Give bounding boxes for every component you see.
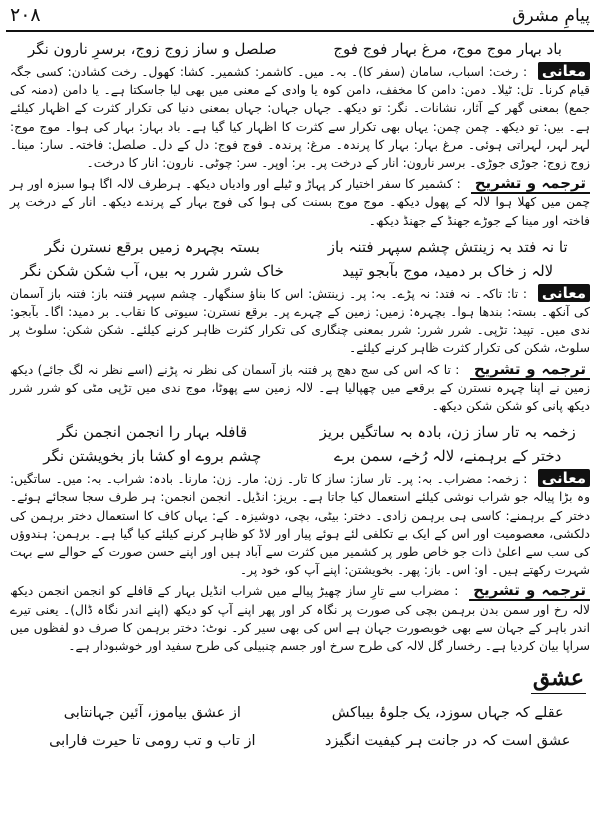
hemistich: از تاب و تب رومی تا حیرت فارابی (49, 733, 256, 750)
meanings-label: معانی (538, 284, 590, 302)
verse-line (16, 38, 584, 60)
verse-block-final (16, 700, 584, 754)
meanings-section-2 (10, 284, 590, 358)
page-body (6, 38, 594, 754)
translation-section-3 (10, 581, 590, 655)
hemistich: دختر کے برہمنے، لالہ رُخے، سمن برے (334, 447, 562, 466)
hemistich: لالہ ز خاک بر دمید، موج بآبجو تپید (342, 261, 554, 280)
hemistich: خاک شرر شرر بہ بیں، آب شکن شکن نگر (20, 261, 284, 280)
translation-text: : مضراب سے تارِ ساز چھیڑ پیالے میں شراب انڈیل بہار کے قافلے کو انجمن انجمن دیکھ لالہ رخ اور سمن بدن برہمن بچی کی صورت پر نگاہ کر اور پھر اپنے آپ کو دیکھ (اپنے اندر نگاہ ڈال)۔ یعنی تیرے اندر باہر کے جہان سے بھی خوبصورت جہان ہے اس کی بھی سیر کر۔ نوٹ: دختر برہمن کا صرف دو لفظوں میں سراپا بیان کردیا ہے۔ رخسار گل لالہ کی طرح سرخ اور جسم چنبیلی کی طرح سفید اور خوشبودار ہے۔ (10, 584, 590, 654)
section-heading: عشق (531, 665, 586, 694)
meanings-text: : زخمہ: مضراب۔ بہ: پر۔ تار ساز: ساز کا تار۔ زن: مار۔ زن: مارنا۔ بادہ: شراب۔ بہ: میں۔ ساتگیں: وہ بڑا پیالہ جو شراب نوشی کیلئے استعمال کیا جاتا ہے۔ بریز: انڈیل۔ انجمن انجمن: ہر طرف سجا سجائے ہوئے۔ دختر کے برہمنے: کاسی ہی برہمن زادی۔ دختر: بیٹی، بچی، دوشیزہ۔ کے: یہاں کاف کا استعمال دختر برہمن کی دلکشی، معصومیت اور اس کے ایک بے تکلفی لئے ہوئے پیار اور لاڈ کو ظاہر کرنے کیلئے کیا گیا ہے۔ برہمن: ہندوؤں کی سب سے اعلیٰ ذات جو خاص طور پر کشمیر میں کثرت سے آباد ہیں اور اپنے حسن صورت کے حوالے سے بہت شہرت رکھتے ہیں۔ او: اس۔ باز: پھر۔ بخویشتن: اپنے آپ کو، خود پر۔ (10, 472, 590, 578)
meanings-label: معانی (538, 62, 590, 80)
verse-block-2 (16, 236, 584, 282)
hemistich: تا نہ فتد بہ زینتش چشم سپہر فتنہ باز (327, 237, 568, 256)
verse-line (16, 421, 584, 443)
page-header (6, 4, 594, 32)
hemistich: بستہ بچہرہ زمیں برقع نسترن نگر (44, 237, 260, 256)
translation-label: ترجمہ و تشریح (470, 360, 590, 380)
hemistich: عقلے کہ جہاں سوزد، یک جلوۂ بیباکش (331, 705, 564, 722)
verse-block-3 (16, 421, 584, 467)
page (6, 4, 594, 827)
verse-block-1 (16, 38, 584, 60)
verse-line (16, 260, 584, 282)
hemistich: زخمہ بہ تار ساز زن، بادہ بہ ساتگیں بریز (319, 423, 576, 442)
hemistich: باد بہار موج موج، مرغ بہار فوج فوج (333, 40, 562, 58)
translation-text: : تا کہ اس کی سج دھج پر فتنہ باز آسمان کی نظر نہ پڑنے (اسے نظر نہ لگ جائے) دیکھ زمین نے اپنا چہرہ نسترن کے برقعے میں چھپالیا ہے۔ لالہ زمین سے پھوٹا، موج ندی میں تڑپی مٹی کو شرر شرر دیکھ پانی کو شکن شکن دیکھ۔ (10, 362, 590, 414)
book-title: پیامِ مشرق (512, 6, 590, 26)
verse-line (16, 445, 584, 467)
page-number: ۲۰۸ (10, 4, 41, 26)
hemistich: عشق است کہ در جانت ہر کیفیت انگیزد (324, 733, 571, 750)
translation-section-1 (10, 174, 590, 230)
hemistich: قافلہ بہار را انجمن انجمن نگر (57, 423, 248, 442)
hemistich: چشم بروے او کشا باز بخویشتن نگر (43, 447, 262, 466)
verse-line (16, 236, 584, 258)
meanings-label: معانی (538, 469, 590, 487)
verse-line (16, 728, 584, 754)
hemistich: صلصل و ساز زوج زوج، برسرِ نارون نگر (28, 40, 277, 58)
meanings-text: : تا: تاکہ۔ نہ فتد: نہ پڑے۔ بہ: پر۔ زینتش: اس کا بناؤ سنگھار۔ چشم سپہر فتنہ باز: فتنہ باز آسمان کی آنکھ۔ بستہ: بندھا ہوا۔ بچہرہ: زمیں: زمین کے چہرے پر۔ برقع نسترن: سیوتی کا نقاب۔ بر دمید: اگا۔ بآبجو: ندی میں۔ تپید: تڑپی۔ شرر شرر: شرر بمعنی چنگاری کی تکرار کثرت ظاہر کرنے کیلئے۔ شکن شکن: سلوٹ پر سلوٹ، شکن کی تکرار کثرت ظاہر کرنے کیلئے۔ (10, 286, 590, 356)
verse-line (16, 700, 584, 726)
meanings-text: : رخت: اسباب، سامان (سفر کا)۔ بہ۔ میں۔ کاشمر: کشمیر۔ کشا: کھول۔ رخت کشادن: کسی جگہ قیام کرنا۔ تل: ٹیلا۔ دمن: دامن کا مخفف، دامن کوہ یا وادی کے معنی میں بھی لیا جاسکتا ہے۔ یا دامن (دمنہ کی جمع) بمعنی گھر کے آثار، نشانات۔ نگر: تو دیکھ۔ جہاں جہاں: جہاں بمعنی دنیا کی تکرار کثرت کے اظہار کیلئے ہے۔ بیں: تو دیکھ۔ چمن چمن: یہاں بھی تکرار سے کثرت کا اظہار کیا گیا ہے۔ باد بہار: بہار کی ہوا۔ موج موج: لہر لہر، لہراتی ہوئی۔ مرغ بہار: بہار کا پرندہ۔ مرغ: پرندہ۔ فوج فوج: دل کے دل۔ صلصل: فاختہ۔ سار: مینا۔ زوج زوج: جوڑی جوڑی۔ برسر نارون: انار کے درخت پر۔ بر: اوپر۔ سر: چوٹی۔ نارون: انار کا درخت۔ (10, 65, 590, 171)
translation-text: : کشمیر کا سفر اختیار کر پہاڑ و ٹیلے اور وادیاں دیکھ۔ ہرطرف لالہ اگا ہوا سبزہ اور ہر چمن میں کھلا ہوا لالہ کے پھول دیکھ۔ موج موج بسنت کی ہوا کی فوج بہار کے پرندے دیکھ۔ انار کے درخت پر فاختہ اور مینا کے جوڑے جھنڈ کے جھنڈ دیکھ۔ (10, 177, 590, 228)
meanings-section-1 (10, 62, 590, 172)
translation-label: ترجمہ و تشریح (471, 174, 590, 194)
translation-section-2 (10, 360, 590, 416)
translation-label: ترجمہ و تشریح (469, 581, 590, 601)
meanings-section-3 (10, 469, 590, 579)
hemistich: از عشق بیاموز، آئین جہانتابی (63, 705, 241, 722)
